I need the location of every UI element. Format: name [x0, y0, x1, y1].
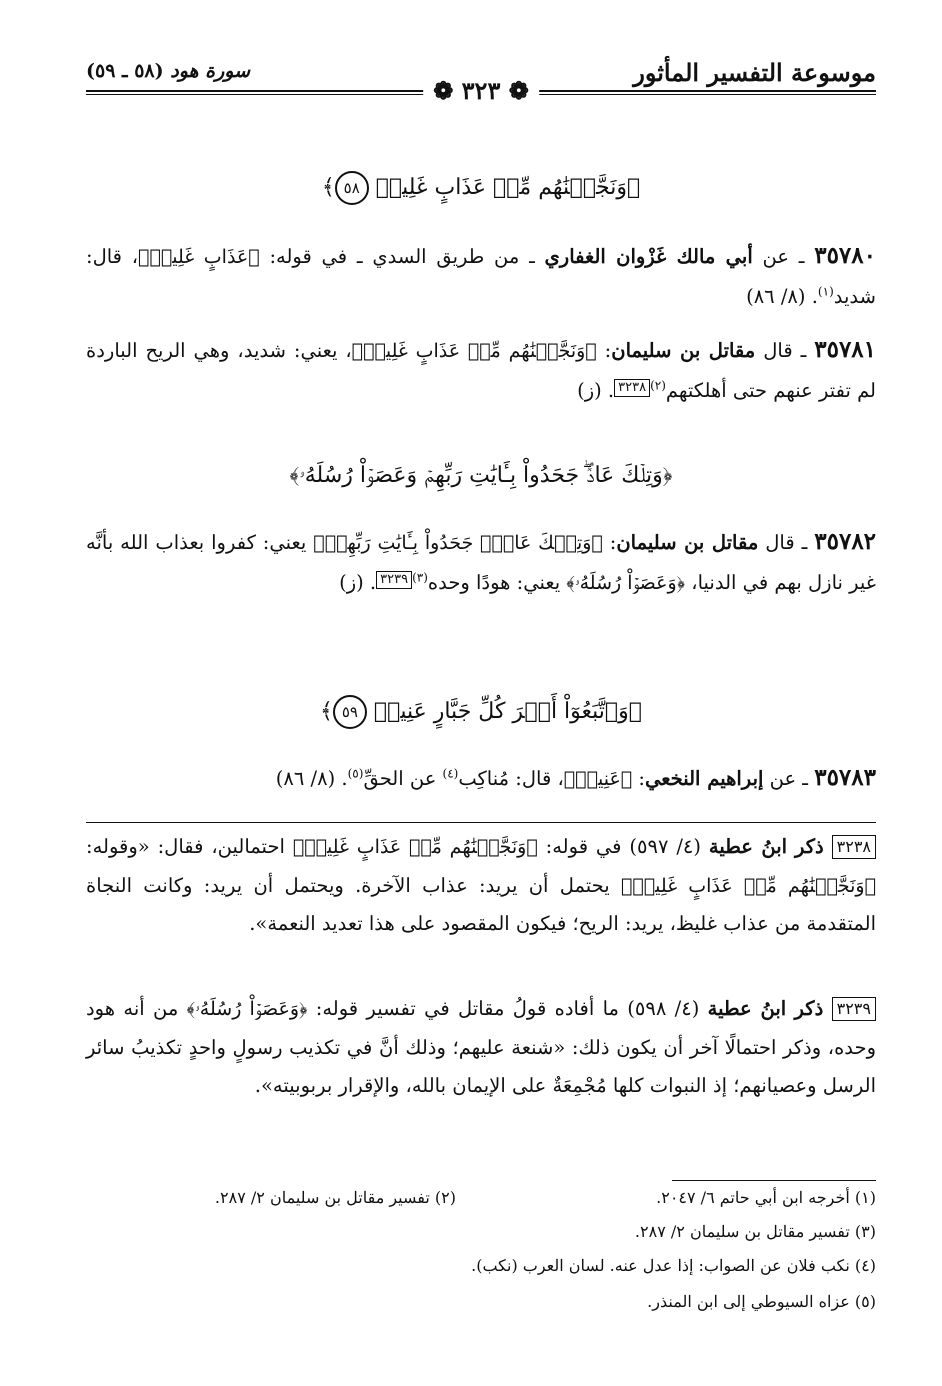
footnote-separator — [672, 1180, 876, 1181]
verse-heading-59a: ﴿وَتِلۡكَ عَادٞۖ جَحَدُواْ بِـَٔايَٰتِ رَبِّهِمۡ وَعَصَوۡاْ رُسُلَهُۥ﴾ — [289, 463, 673, 488]
text: ، قال: مُناكِب — [458, 767, 564, 790]
text: يحتمل أن يريد: عذاب الآخرة. ويحتمل أن يريد: وكانت النجاة المتقدمة من عذاب غليظ، يريد: الريح؛ فيكون المقصود على هذا تعديد النعمة». — [86, 873, 876, 935]
book-title: موسوعة التفسير المأثور — [633, 58, 876, 87]
author-name: ابنُ عطية — [708, 835, 788, 858]
ornament-icon: ❁ — [433, 76, 454, 105]
text: من أنه هود وحده، وذكر احتمالًا آخر أن يكون ذلك: «شنعة عليهم؛ وذلك أنَّ في تكذيب رسولٍ واحدٍ تكذيبُ سائر الرسل وعصيانهم؛ إذ النبوات كلها مُجْمِعَةٌ على الإيمان بالله، والإقرار بربوبيته». — [86, 997, 876, 1097]
text: يعني: كفروا بعذاب الله بأنَّه غير نازل بهم في الدنيا، — [86, 531, 876, 594]
commentary-3238 — [86, 828, 876, 944]
text: ذكر — [794, 835, 824, 858]
text: . (ز) — [339, 571, 377, 594]
commentary-3239 — [86, 990, 876, 1106]
text: ذكر — [794, 997, 824, 1020]
narrator-name: مقاتل بن سليمان — [616, 531, 759, 554]
text: احتمالين، فقال: «وقوله: — [86, 835, 285, 858]
page-number-value: ٣٢٣ — [461, 76, 501, 105]
verse-heading-58 — [86, 170, 876, 206]
footnote-ref[interactable]: (٢) — [650, 378, 666, 393]
author-name: ابنُ عطية — [707, 997, 787, 1020]
narration-35781 — [86, 330, 876, 410]
footnote-ref[interactable]: (٣) — [412, 570, 428, 585]
footnote-4: (٤) نكب فلان عن الصواب: إذا عدل عنه. لسان العرب (نكب). — [471, 1256, 876, 1275]
footnote-5: (٥) عزاه السيوطي إلى ابن المنذر. — [647, 1292, 876, 1311]
narration-number: ٣٥٧٨٢ — [814, 528, 877, 555]
narrator-name: مقاتل بن سليمان — [611, 339, 756, 362]
commentary-separator — [86, 822, 876, 823]
narration-35782 — [86, 522, 876, 603]
text: : — [609, 531, 617, 554]
footnote-ref[interactable]: (٥) — [347, 766, 364, 781]
footnote-1: (١) أخرجه ابن أبي حاتم ٦/ ٢٠٤٧. — [656, 1188, 876, 1207]
text: . (ز) — [577, 379, 615, 402]
commentary-ref-box[interactable]: ٣٢٣٨ — [614, 379, 650, 397]
text: (٤/ ٥٩٧) في قوله: — [545, 835, 702, 858]
narration-number: ٣٥٧٨٠ — [814, 242, 876, 269]
ornament-icon: ❁ — [508, 76, 529, 105]
verse-text: ﴿وَٱتَّبَعُوٓاْ أَمۡرَ كُلِّ جَبَّارٍ عَنِيدٖ — [373, 699, 642, 724]
text: (٤/ ٥٩٨) ما أفاده قولُ مقاتل في تفسير قوله: — [315, 997, 700, 1020]
narration-number: ٣٥٧٨١ — [814, 336, 877, 363]
quran-quote: ﴿وَتِلۡكَ عَادٞۖ جَحَدُواْ بِـَٔايَٰتِ رَبِّهِمۡ﴾ — [313, 532, 603, 554]
verse-close: ﴾ — [320, 699, 333, 724]
footnote-row-1 — [86, 1186, 876, 1210]
text: ، قال: شديد — [86, 245, 876, 308]
quran-quote: ﴿وَنَجَّيۡنَٰهُم مِّنۡ عَذَابٍ غَلِيظٖ﴾ — [620, 874, 876, 897]
quran-quote: ﴿وَعَصَوۡاْ رُسُلَهُۥ﴾ — [566, 572, 686, 594]
verse-range: (٥٨ ـ ٥٩) — [86, 60, 164, 82]
text: ـ من طريق السدي ـ في قوله: — [269, 245, 535, 268]
text: ـ عن — [769, 767, 809, 790]
quran-quote: ﴿وَنَجَّيۡنَٰهُم مِّنۡ عَذَابٍ غَلِيظٖ﴾ — [292, 836, 538, 858]
commentary-number-box: ٣٢٣٨ — [832, 835, 876, 859]
text: عن الحقِّ — [363, 767, 437, 790]
quran-quote: ﴿وَنَجَّيۡنَٰهُم مِّنۡ عَذَابٍ غَلِيظٖ﴾ — [351, 340, 597, 362]
narrator-name: أبي مالك غَزْوان الغفاري — [544, 245, 753, 268]
verse-close: ﴾ — [321, 175, 335, 200]
commentary-number-box: ٣٢٣٩ — [832, 997, 876, 1021]
commentary-ref-box[interactable]: ٣٢٣٩ — [376, 571, 412, 589]
narrator-name: إبراهيم النخعي — [644, 767, 764, 790]
narration-35783 — [86, 758, 876, 799]
verse-text: ﴿وَنَجَّيۡنَٰهُم مِّنۡ عَذَابٍ غَلِيظٖ — [375, 175, 641, 200]
quran-quote: ﴿عَنِيدٖ﴾ — [563, 768, 633, 790]
ayah-number-marker: ٥٩ — [333, 695, 367, 729]
text: يعني: هودًا وحده — [427, 571, 561, 594]
text: ـ قال — [763, 339, 807, 362]
footnote-2: (٢) تفسير مقاتل بن سليمان ٢/ ٢٨٧. — [214, 1188, 456, 1207]
sura-label — [86, 60, 250, 82]
footnote-ref[interactable]: (١) — [817, 284, 834, 299]
text: . (٨/ ٨٦) — [275, 767, 348, 790]
page-number — [423, 76, 539, 105]
ayah-number-marker: ٥٨ — [335, 171, 369, 205]
narration-35780 — [86, 236, 876, 316]
text: : — [604, 339, 612, 362]
running-header — [86, 58, 876, 118]
text: ـ قال — [765, 531, 808, 554]
footnote-ref[interactable]: (٤) — [442, 766, 459, 781]
text: . (٨/ ٨٦) — [746, 285, 818, 308]
quran-quote: ﴿وَعَصَوۡاْ رُسُلَهُۥ﴾ — [186, 998, 308, 1020]
footnote-3: (٣) تفسير مقاتل بن سليمان ٢/ ٢٨٧. — [634, 1222, 876, 1241]
sura-name: سورة هود — [170, 60, 251, 82]
verse-heading-59b — [86, 694, 876, 730]
text: ، يعني: شديد، وهي الريح الباردة لم تفتر عنهم حتى أهلكتهم — [86, 339, 876, 402]
text: ـ عن — [762, 245, 805, 268]
narration-number: ٣٥٧٨٣ — [814, 764, 876, 791]
quran-quote: ﴿عَذَابٍ غَلِيظٖ﴾ — [138, 246, 260, 268]
text: : — [638, 767, 645, 790]
